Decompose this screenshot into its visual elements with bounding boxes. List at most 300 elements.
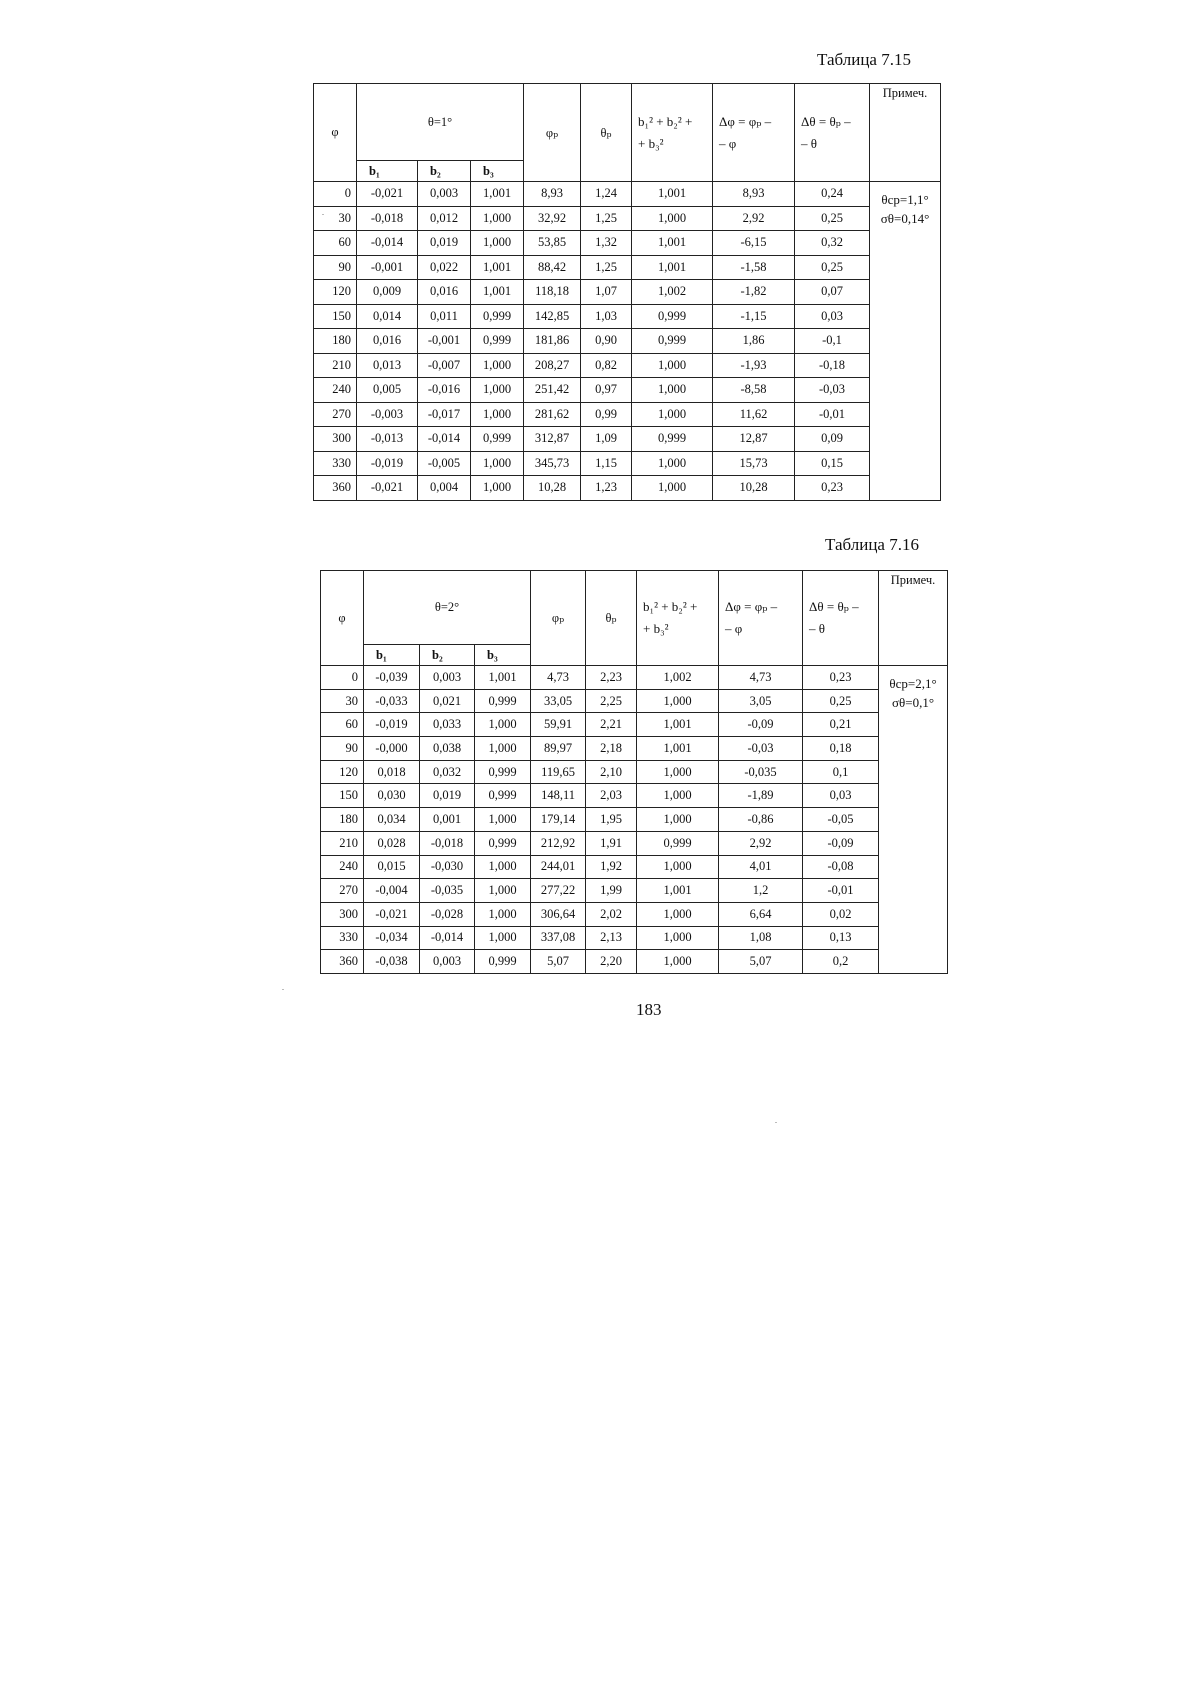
cell-delta-phi: -6,15 (713, 231, 795, 256)
cell-phi-p: 32,92 (524, 206, 581, 231)
cell-b3: 0,999 (471, 329, 524, 354)
table-row (314, 182, 941, 207)
cell-delta-theta: 0,03 (795, 304, 870, 329)
header-sum-squares-line2: + b₃² (638, 135, 664, 151)
cell-theta-p: 1,95 (586, 808, 637, 832)
cell-phi-p: 179,14 (531, 808, 586, 832)
scan-speck (775, 1122, 777, 1123)
cell-b3: 1,000 (471, 206, 524, 231)
cell-phi-p: 337,08 (531, 926, 586, 950)
header-delta-theta-line1: Δθ = θₚ – (801, 113, 851, 129)
table-7-15 (313, 83, 941, 501)
cell-b2: 0,003 (420, 666, 475, 690)
cell-sum-squares: 1,001 (637, 737, 719, 761)
cell-delta-phi: -0,035 (719, 760, 803, 784)
cell-sum-squares: 0,999 (632, 329, 713, 354)
cell-phi: 300 (314, 427, 357, 452)
cell-delta-phi: -1,93 (713, 353, 795, 378)
cell-theta-p: 1,24 (581, 182, 632, 207)
cell-sum-squares: 1,000 (632, 378, 713, 403)
header-delta-phi-line2: – φ (719, 135, 737, 151)
cell-phi-p: 142,85 (524, 304, 581, 329)
table-row (314, 451, 941, 476)
cell-delta-phi: 4,01 (719, 855, 803, 879)
cell-b2: -0,028 (420, 902, 475, 926)
cell-b1: 0,018 (364, 760, 420, 784)
cell-phi: 120 (321, 760, 364, 784)
header-b2: b₂ (420, 645, 475, 666)
cell-b1: 0,015 (364, 855, 420, 879)
table-row (321, 879, 948, 903)
header-phi: φ (314, 84, 357, 182)
cell-sum-squares: 1,000 (632, 402, 713, 427)
cell-delta-theta: 0,21 (803, 713, 879, 737)
cell-sum-squares: 1,002 (637, 666, 719, 690)
cell-delta-phi: 10,28 (713, 476, 795, 501)
cell-theta-p: 1,23 (581, 476, 632, 501)
cell-b1: -0,021 (357, 476, 418, 501)
table-row (321, 784, 948, 808)
cell-delta-theta: 0,18 (803, 737, 879, 761)
cell-delta-theta: 0,25 (795, 206, 870, 231)
header-sum-squares-line2: + b₃² (643, 621, 669, 636)
cell-b2: 0,003 (418, 182, 471, 207)
cell-theta-p: 2,18 (586, 737, 637, 761)
cell-theta-p: 0,97 (581, 378, 632, 403)
cell-sum-squares: 1,000 (632, 206, 713, 231)
cell-phi-p: 148,11 (531, 784, 586, 808)
header-phi-p: φₚ (524, 84, 581, 182)
cell-b3: 1,001 (471, 280, 524, 305)
table-row (314, 206, 941, 231)
cell-b2: 0,033 (420, 713, 475, 737)
cell-b1: -0,021 (357, 182, 418, 207)
cell-phi-p: 53,85 (524, 231, 581, 256)
cell-delta-theta: -0,05 (803, 808, 879, 832)
cell-delta-theta: 0,32 (795, 231, 870, 256)
cell-b2: -0,005 (418, 451, 471, 476)
cell-delta-phi: 4,73 (719, 666, 803, 690)
cell-delta-phi: 2,92 (719, 831, 803, 855)
cell-delta-phi: 12,87 (713, 427, 795, 452)
cell-b1: -0,014 (357, 231, 418, 256)
cell-phi-p: 277,22 (531, 879, 586, 903)
header-b1: b₁ (357, 161, 418, 182)
note-mean-theta: θср=2,1° (889, 676, 937, 691)
table-row (314, 427, 941, 452)
cell-b3: 1,000 (475, 855, 531, 879)
cell-delta-theta: 0,03 (803, 784, 879, 808)
cell-delta-phi: -1,82 (713, 280, 795, 305)
cell-b1: 0,030 (364, 784, 420, 808)
cell-delta-theta: 0,25 (803, 689, 879, 713)
table-row (314, 255, 941, 280)
header-delta-phi (713, 84, 795, 182)
cell-b3: 0,999 (475, 950, 531, 974)
cell-delta-theta: 0,07 (795, 280, 870, 305)
cell-phi-p: 118,18 (524, 280, 581, 305)
cell-b2: 0,011 (418, 304, 471, 329)
cell-b3: 1,000 (475, 902, 531, 926)
cell-delta-theta: 0,24 (795, 182, 870, 207)
cell-b1: 0,034 (364, 808, 420, 832)
header-delta-theta-line2: – θ (801, 135, 818, 151)
cell-delta-phi: 3,05 (719, 689, 803, 713)
cell-phi: 150 (321, 784, 364, 808)
cell-phi: 270 (321, 879, 364, 903)
cell-delta-theta: 0,1 (803, 760, 879, 784)
header-phi: φ (321, 571, 364, 666)
cell-sum-squares: 1,000 (637, 855, 719, 879)
cell-phi: 30 (321, 689, 364, 713)
cell-phi: 60 (321, 713, 364, 737)
cell-theta-p: 1,25 (581, 255, 632, 280)
cell-theta-p: 1,32 (581, 231, 632, 256)
cell-b2: 0,021 (420, 689, 475, 713)
table-7-16-body (321, 666, 948, 974)
cell-sum-squares: 1,000 (637, 808, 719, 832)
cell-b2: 0,019 (418, 231, 471, 256)
cell-delta-theta: -0,01 (803, 879, 879, 903)
table-row (314, 304, 941, 329)
cell-sum-squares: 1,000 (637, 760, 719, 784)
cell-delta-phi: 1,2 (719, 879, 803, 903)
cell-b2: -0,017 (418, 402, 471, 427)
header-theta: θ=1° (357, 84, 524, 161)
cell-b1: -0,018 (357, 206, 418, 231)
cell-b1: 0,028 (364, 831, 420, 855)
cell-b2: 0,016 (418, 280, 471, 305)
cell-theta-p: 2,23 (586, 666, 637, 690)
cell-theta-p: 1,07 (581, 280, 632, 305)
table-row (321, 831, 948, 855)
cell-phi-p: 4,73 (531, 666, 586, 690)
cell-phi: 330 (314, 451, 357, 476)
scan-speck (322, 214, 324, 215)
cell-delta-theta: 0,23 (803, 666, 879, 690)
cell-theta-p: 1,92 (586, 855, 637, 879)
cell-theta-p: 2,10 (586, 760, 637, 784)
cell-b1: -0,004 (364, 879, 420, 903)
header-note: Примеч. (879, 571, 948, 666)
cell-phi-p: 89,97 (531, 737, 586, 761)
table-7-16 (320, 570, 948, 974)
header-delta-theta (795, 84, 870, 182)
cell-delta-theta: 0,23 (795, 476, 870, 501)
note-cell (870, 182, 941, 501)
cell-sum-squares: 1,000 (632, 451, 713, 476)
cell-phi-p: 208,27 (524, 353, 581, 378)
cell-delta-theta: -0,03 (795, 378, 870, 403)
cell-phi: 270 (314, 402, 357, 427)
header-delta-phi-line2: – φ (725, 621, 743, 636)
cell-phi: 30 (314, 206, 357, 231)
cell-b3: 1,001 (471, 182, 524, 207)
cell-b1: -0,038 (364, 950, 420, 974)
cell-delta-phi: 11,62 (713, 402, 795, 427)
cell-b3: 1,000 (471, 451, 524, 476)
cell-b3: 0,999 (475, 689, 531, 713)
cell-phi: 60 (314, 231, 357, 256)
cell-sum-squares: 1,000 (637, 926, 719, 950)
table-row (314, 231, 941, 256)
cell-b3: 1,000 (471, 402, 524, 427)
cell-b1: 0,016 (357, 329, 418, 354)
cell-phi: 300 (321, 902, 364, 926)
cell-b3: 1,000 (475, 808, 531, 832)
cell-sum-squares: 1,000 (637, 784, 719, 808)
cell-sum-squares: 1,000 (637, 689, 719, 713)
cell-theta-p: 2,03 (586, 784, 637, 808)
table-row (314, 476, 941, 501)
table-row (321, 808, 948, 832)
cell-b1: -0,013 (357, 427, 418, 452)
cell-sum-squares: 1,002 (632, 280, 713, 305)
scan-speck (282, 989, 284, 990)
cell-phi-p: 59,91 (531, 713, 586, 737)
header-note: Примеч. (870, 84, 941, 182)
header-theta-p: θₚ (581, 84, 632, 182)
cell-delta-phi: -1,15 (713, 304, 795, 329)
cell-phi-p: 8,93 (524, 182, 581, 207)
header-theta: θ=2° (364, 571, 531, 645)
cell-phi: 240 (321, 855, 364, 879)
cell-b1: -0,039 (364, 666, 420, 690)
header-theta-p: θₚ (586, 571, 637, 666)
cell-phi: 180 (321, 808, 364, 832)
cell-b2: 0,032 (420, 760, 475, 784)
cell-delta-phi: -0,03 (719, 737, 803, 761)
cell-sum-squares: 1,000 (637, 902, 719, 926)
cell-phi-p: 244,01 (531, 855, 586, 879)
cell-theta-p: 2,21 (586, 713, 637, 737)
cell-phi-p: 181,86 (524, 329, 581, 354)
cell-sum-squares: 1,001 (632, 231, 713, 256)
cell-b3: 0,999 (471, 304, 524, 329)
cell-b1: -0,001 (357, 255, 418, 280)
cell-delta-theta: -0,08 (803, 855, 879, 879)
cell-b2: -0,018 (420, 831, 475, 855)
cell-sum-squares: 1,000 (632, 476, 713, 501)
cell-b1: -0,034 (364, 926, 420, 950)
cell-b1: -0,003 (357, 402, 418, 427)
cell-b3: 1,000 (475, 737, 531, 761)
cell-b3: 1,000 (471, 476, 524, 501)
cell-theta-p: 2,20 (586, 950, 637, 974)
cell-phi: 360 (321, 950, 364, 974)
cell-phi-p: 5,07 (531, 950, 586, 974)
cell-phi-p: 312,87 (524, 427, 581, 452)
cell-delta-theta: 0,13 (803, 926, 879, 950)
cell-delta-theta: 0,25 (795, 255, 870, 280)
cell-theta-p: 0,90 (581, 329, 632, 354)
cell-b2: 0,038 (420, 737, 475, 761)
cell-b3: 1,000 (471, 231, 524, 256)
cell-theta-p: 1,15 (581, 451, 632, 476)
cell-delta-phi: 15,73 (713, 451, 795, 476)
cell-sum-squares: 1,001 (637, 879, 719, 903)
cell-b1: -0,000 (364, 737, 420, 761)
table-row (321, 737, 948, 761)
cell-sum-squares: 0,999 (632, 427, 713, 452)
table-row (314, 329, 941, 354)
header-delta-phi-line1: Δφ = φₚ – (725, 599, 778, 614)
cell-phi-p: 251,42 (524, 378, 581, 403)
cell-phi-p: 119,65 (531, 760, 586, 784)
note-cell (879, 666, 948, 974)
cell-b2: -0,001 (418, 329, 471, 354)
cell-b3: 0,999 (475, 760, 531, 784)
cell-phi: 240 (314, 378, 357, 403)
header-b3: b₃ (471, 161, 524, 182)
cell-b3: 1,000 (471, 378, 524, 403)
table-row (321, 760, 948, 784)
header-sum-squares-line1: b₁² + b₂² + (643, 599, 698, 614)
cell-delta-phi: 1,86 (713, 329, 795, 354)
table-row (321, 926, 948, 950)
cell-b2: 0,012 (418, 206, 471, 231)
note-mean-theta: θср=1,1° (881, 192, 929, 207)
cell-b2: 0,019 (420, 784, 475, 808)
cell-sum-squares: 1,001 (637, 713, 719, 737)
header-phi-p: φₚ (531, 571, 586, 666)
cell-phi: 360 (314, 476, 357, 501)
header-delta-phi (719, 571, 803, 666)
cell-phi-p: 88,42 (524, 255, 581, 280)
cell-b1: 0,014 (357, 304, 418, 329)
cell-theta-p: 1,91 (586, 831, 637, 855)
cell-phi-p: 10,28 (524, 476, 581, 501)
header-delta-phi-line1: Δφ = φₚ – (719, 113, 772, 129)
table-row (314, 402, 941, 427)
cell-delta-phi: -8,58 (713, 378, 795, 403)
cell-b3: 1,001 (471, 255, 524, 280)
cell-phi-p: 306,64 (531, 902, 586, 926)
cell-theta-p: 2,25 (586, 689, 637, 713)
header-delta-theta (803, 571, 879, 666)
cell-b3: 0,999 (475, 831, 531, 855)
cell-phi-p: 33,05 (531, 689, 586, 713)
header-sum-squares (637, 571, 719, 666)
cell-sum-squares: 1,000 (632, 353, 713, 378)
note-sigma-theta: σθ=0,1° (892, 695, 935, 710)
cell-delta-phi: -0,86 (719, 808, 803, 832)
cell-delta-theta: 0,15 (795, 451, 870, 476)
cell-theta-p: 0,99 (581, 402, 632, 427)
cell-sum-squares: 1,000 (637, 950, 719, 974)
cell-b2: -0,030 (420, 855, 475, 879)
table-row (321, 689, 948, 713)
cell-phi: 90 (321, 737, 364, 761)
cell-b2: 0,022 (418, 255, 471, 280)
cell-phi-p: 345,73 (524, 451, 581, 476)
cell-b1: 0,005 (357, 378, 418, 403)
cell-delta-theta: -0,01 (795, 402, 870, 427)
cell-b2: -0,007 (418, 353, 471, 378)
cell-b2: -0,014 (418, 427, 471, 452)
cell-b3: 0,999 (471, 427, 524, 452)
table-row (314, 353, 941, 378)
cell-sum-squares: 1,001 (632, 255, 713, 280)
cell-delta-theta: -0,09 (803, 831, 879, 855)
cell-b2: 0,004 (418, 476, 471, 501)
cell-b3: 1,000 (475, 713, 531, 737)
header-b2: b₂ (418, 161, 471, 182)
cell-delta-phi: -1,58 (713, 255, 795, 280)
cell-b2: -0,016 (418, 378, 471, 403)
cell-phi: 90 (314, 255, 357, 280)
header-b3: b₃ (475, 645, 531, 666)
cell-delta-phi: 5,07 (719, 950, 803, 974)
cell-b3: 0,999 (475, 784, 531, 808)
cell-delta-theta: 0,2 (803, 950, 879, 974)
cell-sum-squares: 1,001 (632, 182, 713, 207)
cell-delta-phi: 2,92 (713, 206, 795, 231)
cell-b2: 0,001 (420, 808, 475, 832)
cell-theta-p: 1,25 (581, 206, 632, 231)
table-7-16-caption: Таблица 7.16 (825, 535, 919, 554)
cell-phi: 0 (321, 666, 364, 690)
cell-b1: 0,009 (357, 280, 418, 305)
cell-sum-squares: 0,999 (632, 304, 713, 329)
cell-phi: 120 (314, 280, 357, 305)
page-number: 183 (636, 1000, 662, 1019)
header-b1: b₁ (364, 645, 420, 666)
table-row (314, 280, 941, 305)
cell-b2: -0,014 (420, 926, 475, 950)
header-delta-theta-line2: – θ (809, 621, 826, 636)
cell-theta-p: 1,09 (581, 427, 632, 452)
cell-delta-phi: -1,89 (719, 784, 803, 808)
cell-phi-p: 212,92 (531, 831, 586, 855)
cell-delta-theta: 0,02 (803, 902, 879, 926)
header-delta-theta-line1: Δθ = θₚ – (809, 599, 859, 614)
cell-delta-theta: -0,1 (795, 329, 870, 354)
cell-phi: 330 (321, 926, 364, 950)
cell-phi: 210 (321, 831, 364, 855)
cell-b1: 0,013 (357, 353, 418, 378)
table-7-15-caption: Таблица 7.15 (817, 50, 911, 69)
cell-b3: 1,000 (475, 879, 531, 903)
cell-phi-p: 281,62 (524, 402, 581, 427)
cell-b1: -0,033 (364, 689, 420, 713)
table-7-15-body (314, 182, 941, 501)
cell-b3: 1,000 (475, 926, 531, 950)
cell-sum-squares: 0,999 (637, 831, 719, 855)
table-row (314, 378, 941, 403)
cell-b3: 1,000 (471, 353, 524, 378)
table-row (321, 713, 948, 737)
cell-theta-p: 0,82 (581, 353, 632, 378)
cell-b2: -0,035 (420, 879, 475, 903)
cell-theta-p: 2,13 (586, 926, 637, 950)
cell-phi: 0 (314, 182, 357, 207)
cell-delta-phi: -0,09 (719, 713, 803, 737)
cell-delta-theta: 0,09 (795, 427, 870, 452)
table-row (321, 902, 948, 926)
header-sum-squares (632, 84, 713, 182)
cell-delta-phi: 6,64 (719, 902, 803, 926)
cell-phi: 150 (314, 304, 357, 329)
cell-phi: 210 (314, 353, 357, 378)
note-sigma-theta: σθ=0,14° (880, 211, 930, 226)
cell-phi: 180 (314, 329, 357, 354)
table-row (321, 666, 948, 690)
table-row (321, 950, 948, 974)
cell-theta-p: 1,03 (581, 304, 632, 329)
cell-b3: 1,001 (475, 666, 531, 690)
cell-delta-phi: 1,08 (719, 926, 803, 950)
